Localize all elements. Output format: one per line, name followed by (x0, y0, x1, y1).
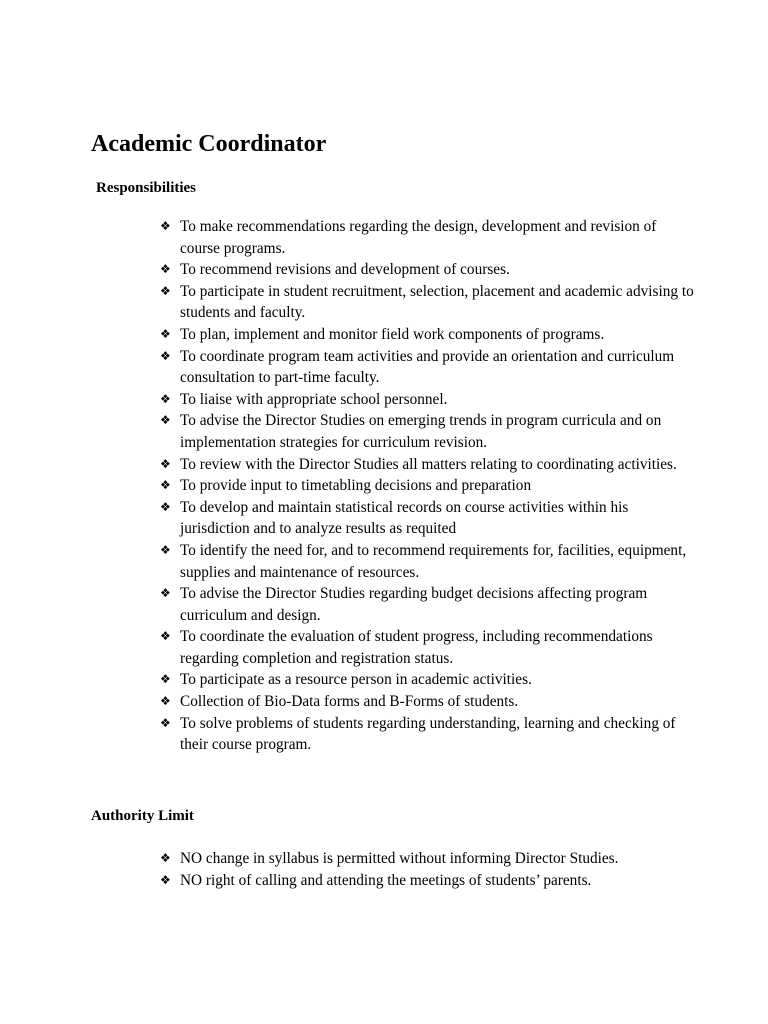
list-item-text: To develop and maintain statistical records on course activities within his jurisdiction and to analyze results as requited (180, 498, 629, 538)
list-item-text: To make recommendations regarding the design, development and revision of course programs. (180, 218, 657, 257)
list-item (160, 410, 700, 453)
list-item (160, 454, 700, 476)
list-item (160, 324, 700, 346)
list-item (160, 691, 700, 713)
page-title: Academic Coordinator (91, 131, 327, 157)
list-item-text: Collection of Bio-Data forms and B-Forms of students. (180, 693, 519, 711)
list-item (160, 259, 700, 281)
responsibilities-list (160, 216, 700, 756)
authority-limit-list (160, 848, 700, 891)
list-item-text: To coordinate program team activities and provide an orientation and curriculum consultation to part-time faculty. (180, 347, 675, 387)
list-item (160, 540, 700, 583)
list-item-text: NO right of calling and attending the meetings of students’ parents. (180, 871, 592, 889)
diamond-bullet-icon: ❖ (160, 219, 171, 233)
list-item-text: To participate as a resource person in academic activities. (180, 671, 532, 689)
list-item (160, 848, 700, 870)
responsibilities-heading: Responsibilities (96, 180, 197, 196)
list-item-text: To review with the Director Studies all matters relating to coordinating activities. (180, 455, 677, 473)
authority-limit-heading: Authority Limit (91, 808, 194, 824)
list-item (160, 669, 700, 691)
diamond-bullet-icon: ❖ (160, 326, 171, 341)
diamond-bullet-icon: ❖ (160, 672, 171, 687)
list-item-text: To coordinate the evaluation of student progress, including recommendations regarding completion and registration status. (180, 628, 653, 667)
diamond-bullet-icon: ❖ (160, 715, 171, 730)
list-item (160, 389, 700, 411)
list-item-text: To solve problems of students regarding understanding, learning and checking of their course program. (180, 714, 676, 754)
diamond-bullet-icon: ❖ (160, 851, 171, 865)
list-item (160, 870, 700, 892)
list-item-text: To advise the Director Studies regarding budget decisions affecting program curriculum and design. (180, 585, 648, 624)
list-item (160, 626, 700, 669)
diamond-bullet-icon: ❖ (160, 456, 171, 471)
list-item (160, 346, 700, 389)
diamond-bullet-icon: ❖ (160, 262, 171, 277)
list-item (160, 583, 700, 626)
list-item-text: To plan, implement and monitor field work components of programs. (180, 325, 605, 343)
diamond-bullet-icon: ❖ (160, 499, 171, 514)
diamond-bullet-icon: ❖ (160, 694, 171, 709)
list-item-text: To participate in student recruitment, selection, placement and academic advising to students and faculty. (180, 282, 694, 322)
diamond-bullet-icon: ❖ (160, 413, 171, 428)
diamond-bullet-icon: ❖ (160, 283, 171, 298)
list-item (160, 475, 700, 497)
list-item-text: To advise the Director Studies on emerging trends in program curricula and on implementation strategies for curriculum revision. (180, 412, 662, 451)
diamond-bullet-icon: ❖ (160, 348, 171, 363)
diamond-bullet-icon: ❖ (160, 478, 171, 493)
diamond-bullet-icon: ❖ (160, 391, 171, 406)
list-item (160, 497, 700, 540)
list-item (160, 713, 700, 756)
list-item (160, 216, 700, 259)
list-item-text: To provide input to timetabling decisions and preparation (180, 477, 532, 495)
diamond-bullet-icon: ❖ (160, 542, 171, 557)
diamond-bullet-icon: ❖ (160, 872, 171, 887)
diamond-bullet-icon: ❖ (160, 629, 171, 644)
list-item-text: NO change in syllabus is permitted without informing Director Studies. (180, 850, 619, 867)
list-item-text: To recommend revisions and development of courses. (180, 261, 510, 279)
diamond-bullet-icon: ❖ (160, 586, 171, 601)
list-item-text: To identify the need for, and to recommend requirements for, facilities, equipment, supplies and maintenance of resources. (180, 541, 687, 581)
list-item (160, 281, 700, 324)
list-item-text: To liaise with appropriate school personnel. (180, 390, 448, 408)
